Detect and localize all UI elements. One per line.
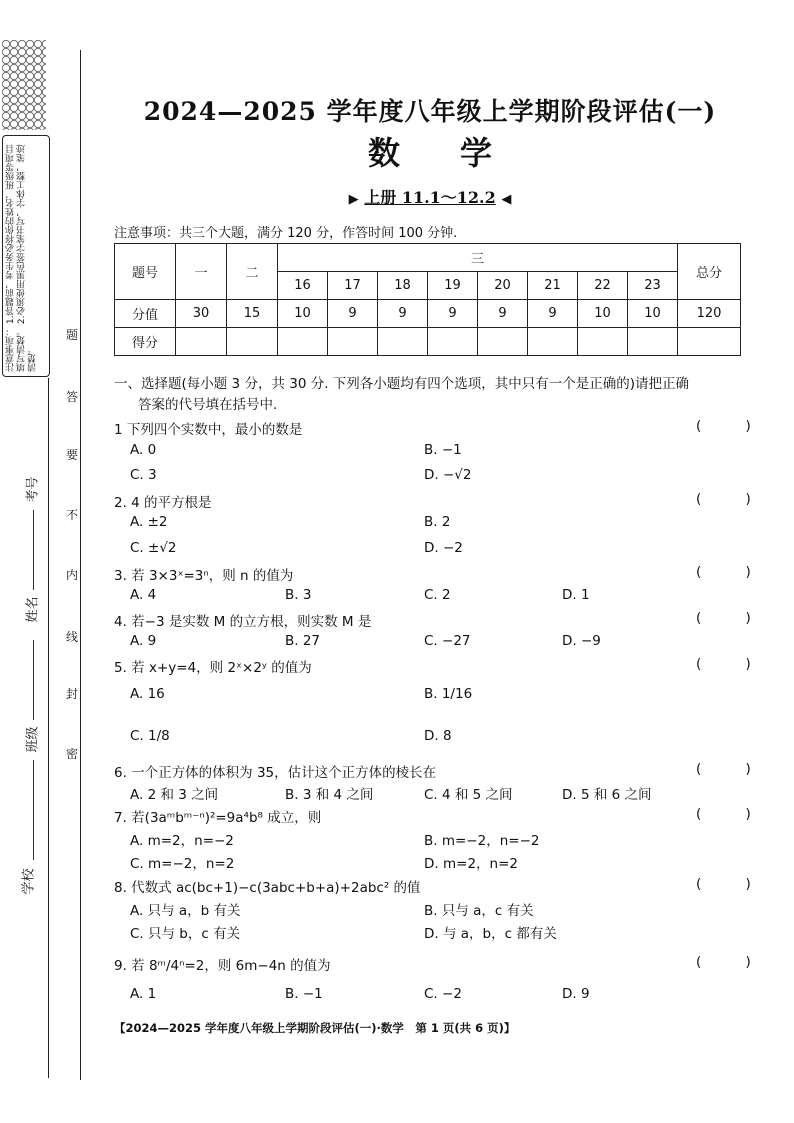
option-b: B. 3 (285, 587, 312, 603)
question-stem: 5. 若 x+y=4，则 2ˣ×2ʸ 的值为 (114, 660, 312, 676)
th-sub: 16 (278, 272, 328, 300)
answer-paren[interactable]: ( ) (696, 491, 771, 507)
seal-char: 线 (66, 630, 79, 644)
question-stem: 3. 若 3×3ˣ=3ⁿ，则 n 的值为 (114, 568, 294, 584)
seal-char: 要 (66, 448, 79, 462)
score-cell: 120 (678, 300, 741, 328)
perforation-dots (2, 40, 46, 130)
answer-paren[interactable]: ( ) (696, 656, 771, 672)
score-table (114, 243, 741, 356)
answer-paren[interactable]: ( ) (696, 610, 771, 626)
option-a: A. 16 (130, 686, 165, 702)
option-d: D. 与 a，b，c 都有关 (424, 926, 557, 942)
option-d: D. 1 (562, 587, 590, 603)
class-underline (33, 640, 34, 720)
option-d: D. 9 (562, 986, 590, 1002)
score-cell: 10 (628, 300, 678, 328)
option-a: A. 0 (130, 442, 157, 458)
row-score-label: 分值 (115, 300, 176, 328)
option-d: D. 8 (424, 728, 452, 744)
name-underline (33, 510, 34, 590)
got-cell[interactable] (378, 328, 428, 356)
option-d: D. −9 (562, 633, 601, 649)
option-c: C. −27 (424, 633, 471, 649)
exam-note: 注意事项：共三个大题，满分 120 分，作答时间 100 分钟. (114, 226, 458, 241)
option-a: A. 9 (130, 633, 157, 649)
seal-char: 题 (66, 328, 79, 342)
th-1: 一 (176, 244, 227, 300)
option-b: B. 2 (424, 514, 451, 530)
question-stem: 2. 4 的平方根是 (114, 495, 212, 511)
seal-char: 不 (66, 508, 79, 522)
option-c: C. 3 (130, 467, 157, 483)
answer-paren[interactable]: ( ) (696, 761, 771, 777)
page-footer: 【2024—2025 学年度八年级上学期阶段评估(一)·数学 第 1 页(共 6 页)】 (114, 1021, 516, 1035)
got-cell[interactable] (227, 328, 278, 356)
option-b: B. −1 (285, 986, 323, 1002)
option-d: D. 5 和 6 之间 (562, 787, 652, 803)
question-stem: 7. 若(3aᵐbᵐ⁻ⁿ)²=9a⁴b⁸ 成立，则 (114, 810, 322, 826)
binding-strip (0, 0, 82, 1080)
question-stem: 1 下列四个实数中，最小的数是 (114, 422, 303, 438)
seal-char: 答 (66, 390, 79, 404)
row-got-label: 得分 (115, 328, 176, 356)
score-cell: 9 (478, 300, 528, 328)
section-heading (114, 374, 744, 416)
option-a: A. 4 (130, 587, 157, 603)
got-cell[interactable] (678, 328, 741, 356)
option-d: D. −√2 (424, 467, 472, 483)
option-b: B. 27 (285, 633, 321, 649)
th-sub: 23 (628, 272, 678, 300)
binding-line (48, 378, 49, 1078)
th-sub: 19 (428, 272, 478, 300)
th-sub: 18 (378, 272, 428, 300)
answer-paren[interactable]: ( ) (696, 806, 771, 822)
option-b: B. 1/16 (424, 686, 473, 702)
seal-char: 密 (66, 747, 79, 761)
section-line-2: 答案的代号填在括号中. (138, 397, 278, 413)
th-total: 总分 (678, 244, 741, 300)
got-cell[interactable] (428, 328, 478, 356)
score-cell: 10 (278, 300, 328, 328)
question-stem: 6. 一个正方体的体积为 35，估计这个正方体的棱长在 (114, 765, 437, 781)
score-cell: 9 (378, 300, 428, 328)
got-cell[interactable] (478, 328, 528, 356)
th-sub: 22 (578, 272, 628, 300)
answer-paren[interactable]: ( ) (696, 418, 771, 434)
scope-text: 上册 11.1～12.2 (364, 188, 496, 207)
option-b: B. −1 (424, 442, 462, 458)
answer-paren[interactable]: ( ) (696, 954, 771, 970)
option-c: C. 1/8 (130, 728, 170, 744)
option-a: A. 1 (130, 986, 157, 1002)
score-cell: 30 (176, 300, 227, 328)
question-stem: 4. 若−3 是实数 M 的立方根，则实数 M 是 (114, 614, 372, 630)
option-c: C. m=−2，n=2 (130, 856, 235, 872)
score-cell: 10 (578, 300, 628, 328)
got-cell[interactable] (528, 328, 578, 356)
got-cell[interactable] (176, 328, 227, 356)
field-school: 学校 (21, 868, 37, 895)
option-a: A. 只与 a，b 有关 (130, 903, 241, 919)
th-sub: 20 (478, 272, 528, 300)
exam-title: 2024—2025 学年度八年级上学期阶段评估(一) (143, 97, 717, 126)
option-c: C. 4 和 5 之间 (424, 787, 513, 803)
section-line-1: 一、选择题(每小题 3 分，共 30 分. 下列各小题均有四个选项，其中只有一个是正确的)请把正确 (114, 376, 690, 392)
th-3: 三 (278, 244, 678, 272)
seal-char: 封 (66, 687, 79, 701)
got-cell[interactable] (278, 328, 328, 356)
subject-title: 数学 (367, 134, 552, 172)
score-cell: 9 (328, 300, 378, 328)
field-class: 班级 (25, 726, 41, 753)
th-num: 题号 (115, 244, 176, 300)
option-c: C. ±√2 (130, 540, 177, 556)
got-cell[interactable] (628, 328, 678, 356)
score-cell: 9 (428, 300, 478, 328)
option-a: A. ±2 (130, 514, 168, 530)
triangle-right-icon: ▶ (348, 192, 359, 207)
th-2: 二 (227, 244, 278, 300)
got-cell[interactable] (578, 328, 628, 356)
got-cell[interactable] (328, 328, 378, 356)
question-stem: 9. 若 8ᵐ/4ⁿ=2，则 6m−4n 的值为 (114, 958, 331, 974)
score-cell: 15 (227, 300, 278, 328)
option-d: D. m=2，n=2 (424, 856, 518, 872)
option-b: B. 只与 a，c 有关 (424, 903, 534, 919)
option-d: D. −2 (424, 540, 463, 556)
option-a: A. m=2，n=−2 (130, 833, 234, 849)
th-sub: 17 (328, 272, 378, 300)
score-cell: 9 (528, 300, 578, 328)
th-sub: 21 (528, 272, 578, 300)
school-underline (33, 760, 34, 860)
field-id[interactable]: 考号 (25, 476, 41, 503)
option-b: B. 3 和 4 之间 (285, 787, 374, 803)
option-c: C. 2 (424, 587, 451, 603)
answer-paren[interactable]: ( ) (696, 876, 771, 892)
option-c: C. −2 (424, 986, 462, 1002)
seal-line (80, 50, 81, 1080)
side-notice: 注意事项： 1.答题前，考生务必将你的姓名、班级等项目填写清楚。 2.必须使用黑色签字笔书写，字体工整，笔迹清楚。 (6, 144, 38, 372)
answer-paren[interactable]: ( ) (696, 564, 771, 580)
option-a: A. 2 和 3 之间 (130, 787, 219, 803)
question-stem: 8. 代数式 ac(bc+1)−c(3abc+b+a)+2abc² 的值 (114, 880, 421, 896)
seal-char: 内 (66, 568, 79, 582)
option-b: B. m=−2，n=−2 (424, 833, 540, 849)
option-c: C. 只与 b，c 有关 (130, 926, 241, 942)
scope-line (110, 185, 750, 208)
field-name: 姓名 (25, 596, 41, 623)
triangle-left-icon: ◀ (501, 192, 512, 207)
